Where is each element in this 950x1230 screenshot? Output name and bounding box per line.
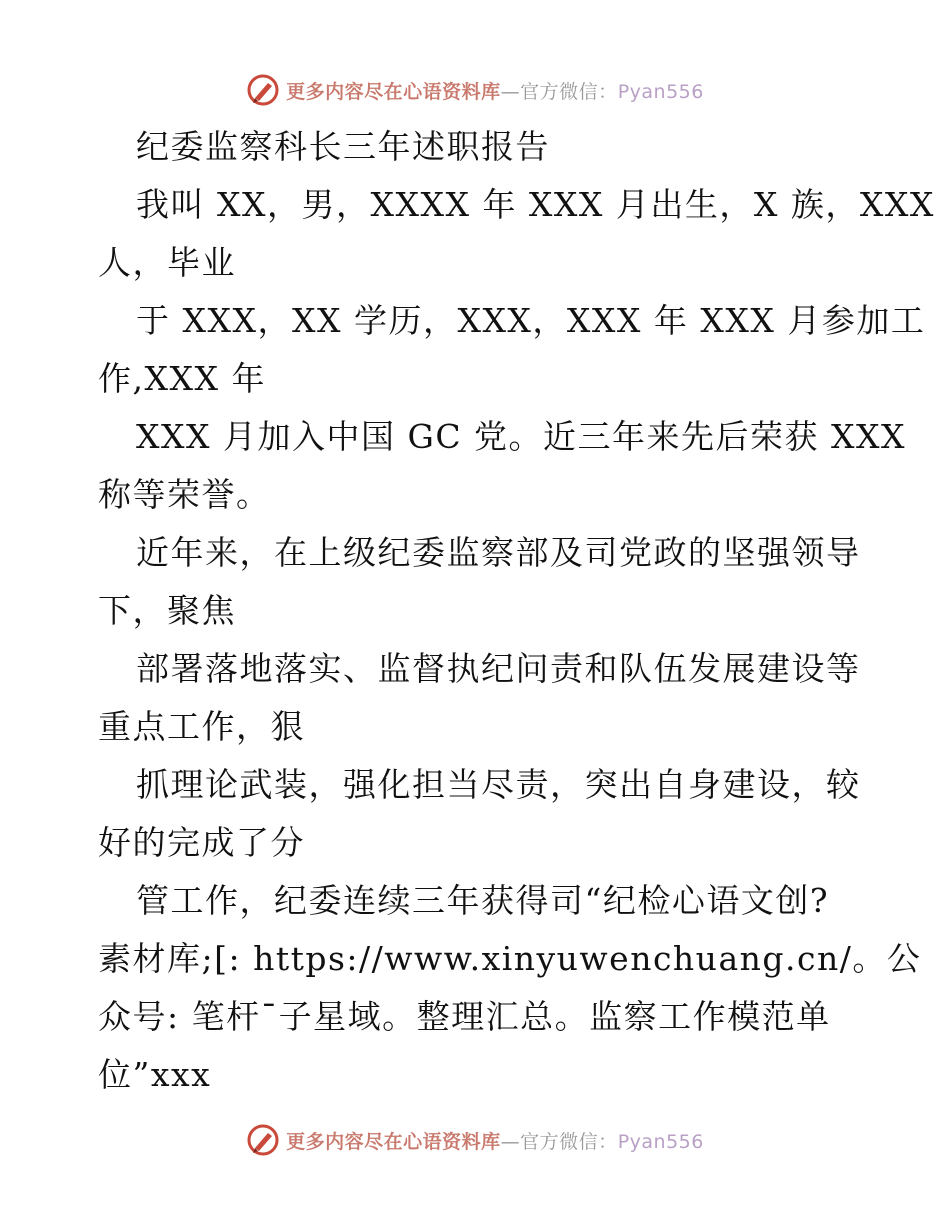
paragraph-line: 管工作，纪委连续三年获得司“纪检心语文创? (136, 881, 830, 920)
pen-logo-icon (246, 73, 280, 107)
paragraph-line: 人，毕业 (98, 243, 236, 282)
paragraph-line: 称等荣誉。 (98, 475, 271, 514)
pen-logo-icon (246, 1123, 280, 1157)
paragraph-line: 众号: 笔杆¯子星域。整理汇总。监察工作模范单 (98, 997, 831, 1036)
paragraph-line: XXX 月加入中国 GC 党。近三年来先后荣获 XXX (136, 417, 907, 456)
footer-watermark (0, 1120, 950, 1160)
paragraph-line: 于 XXX，XX 学历，XXX，XXX 年 XXX 月参加工 (136, 301, 926, 340)
watermark-separator: — (500, 1130, 521, 1153)
watermark-separator: — (500, 80, 521, 103)
paragraph-line: 抓理论武装，强化担当尽责，突出自身建设，较 (136, 765, 861, 804)
paragraph-line: 近年来，在上级纪委监察部及司党政的坚强领导 (136, 533, 861, 572)
paragraph-line: 部署落地落实、监督执纪问责和队伍发展建设等 (136, 649, 861, 688)
watermark-text (286, 77, 704, 104)
paragraph-line: 作,XXX 年 (98, 359, 266, 398)
document-title: 纪委监察科长三年述职报告 (136, 127, 550, 166)
paragraph-line: 位”xxx (98, 1055, 212, 1094)
paragraph-line: 下，聚焦 (98, 591, 236, 630)
watermark-text (286, 1127, 704, 1154)
watermark-label: 官方微信： (520, 1130, 618, 1153)
paragraph-line: 好的完成了分 (98, 823, 305, 862)
watermark-account: Pyan556 (617, 1130, 704, 1153)
watermark-account: Pyan556 (617, 80, 704, 103)
paragraph-line: 素材库;[: https://www.xinyuwenchuang.cn/。公 (98, 939, 922, 978)
paragraph-line: 我叫 XX，男，XXXX 年 XXX 月出生，X 族，XXX (136, 185, 935, 224)
paragraph-line: 重点工作，狠 (98, 707, 305, 746)
watermark-main: 更多内容尽在心语资料库 (286, 80, 501, 103)
document-body (98, 118, 935, 1104)
watermark-main: 更多内容尽在心语资料库 (286, 1130, 501, 1153)
header-watermark (0, 70, 950, 110)
watermark-label: 官方微信： (520, 80, 618, 103)
